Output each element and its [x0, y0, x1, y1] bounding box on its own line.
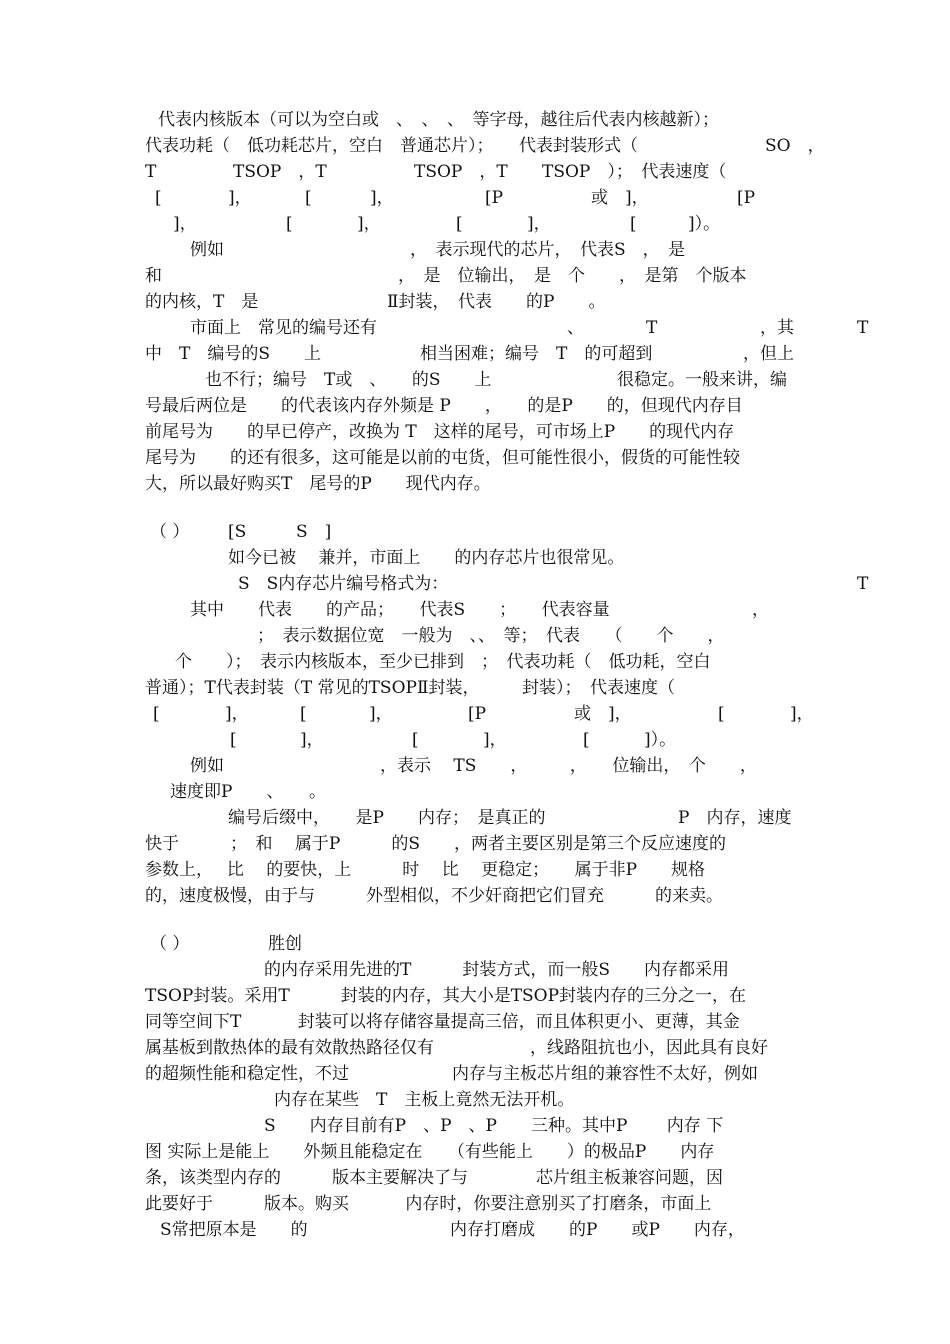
- text-line: [0, 983, 950, 1009]
- text-line: [0, 623, 950, 649]
- text-line: [0, 931, 950, 957]
- text-fragment: ]，: [370, 188, 394, 208]
- text-fragment: T: [857, 318, 869, 338]
- text-fragment: [: [155, 188, 162, 208]
- text-fragment: ]，: [483, 730, 507, 750]
- text-line: [0, 675, 950, 701]
- text-fragment: ]，: [527, 214, 551, 234]
- text-fragment: ，但上: [743, 344, 794, 364]
- text-fragment: P 内存，速度: [678, 808, 792, 828]
- text-fragment: T: [857, 574, 869, 594]
- text-fragment: 内存打磨成 的P 或P 内存，: [450, 1220, 745, 1240]
- text-fragment: 市面上 常见的编号还有: [190, 318, 377, 338]
- text-fragment: 或 ]，: [574, 704, 632, 724]
- text-fragment: [: [153, 704, 160, 724]
- text-fragment: [: [583, 730, 590, 750]
- text-fragment: 或 ]，: [591, 188, 649, 208]
- text-line: [0, 753, 950, 779]
- text-fragment: [: [412, 730, 419, 750]
- text-line: [0, 1009, 950, 1035]
- text-fragment: [S: [228, 522, 247, 542]
- text-fragment: 的，速度极慢，由于与 外型相似，不少奸商把它们冒充 的来卖。: [145, 886, 723, 906]
- text-line: [0, 701, 950, 727]
- text-fragment: T: [646, 318, 658, 338]
- text-fragment: ]，: [173, 214, 197, 234]
- text-line: [0, 211, 950, 237]
- text-fragment: S ]: [296, 522, 332, 542]
- text-fragment: TSOP ）； 代表速度（: [542, 162, 727, 182]
- text-fragment: 前尾号为 的早已停产，改换为 T 这样的尾号，可市场上P 的现代内存: [145, 422, 735, 442]
- text-fragment: ，线路阻抗也小，因此具有良好: [530, 1038, 768, 1058]
- text-line: [0, 957, 950, 983]
- text-line: [0, 571, 950, 597]
- text-line: [0, 1061, 950, 1087]
- text-line: [0, 471, 950, 497]
- text-line: [0, 1113, 950, 1139]
- text-fragment: 编号后缀中， 是P 内存； 是真正的: [228, 808, 546, 828]
- text-fragment: TSOP ，T: [414, 162, 508, 182]
- text-fragment: SO ，: [765, 136, 825, 156]
- text-fragment: [: [286, 214, 293, 234]
- text-fragment: 普通）；T代表封装（T 常见的TSOPⅡ封装， 封装）； 代表速度（: [145, 678, 675, 698]
- text-fragment: ]，: [225, 704, 249, 724]
- text-line: [0, 519, 950, 545]
- text-fragment: ]，: [228, 188, 252, 208]
- text-fragment: 胜创: [268, 934, 302, 954]
- text-fragment: 代表内核版本（可以为空白或 、 、 、 等字母，越往后代表内核越新）；: [158, 110, 719, 130]
- text-fragment: [P: [737, 188, 756, 208]
- text-fragment: 参数上， 比 的要快，上 时 比 更稳定； 属于非P 规格: [145, 860, 706, 880]
- text-line: [0, 237, 950, 263]
- text-fragment: 的内存采用先进的T 封装方式，而一般S 内存都采用: [264, 960, 729, 980]
- text-line: [0, 185, 950, 211]
- text-line: [0, 315, 950, 341]
- text-line: [0, 1035, 950, 1061]
- text-fragment: 速度即P 、 。: [170, 782, 326, 802]
- text-fragment: Ⅱ封装， 代表 的P 。: [387, 292, 606, 312]
- text-fragment: 、: [567, 318, 584, 338]
- text-line: [0, 159, 950, 185]
- text-fragment: 和: [145, 266, 162, 286]
- text-fragment: [: [230, 730, 237, 750]
- text-fragment: 例如: [190, 756, 224, 776]
- text-line: [0, 883, 950, 909]
- text-line: [0, 1191, 950, 1217]
- text-line: [0, 107, 950, 133]
- text-fragment: 例如: [190, 240, 224, 260]
- text-fragment: ，表示 TS ， ， 位输出， 个 ，: [380, 756, 757, 776]
- text-fragment: 图 实际上是能上 外频且能稳定在 （有些能上 ）的极品P 内存: [145, 1142, 715, 1162]
- text-line: [0, 831, 950, 857]
- text-line: [0, 445, 950, 471]
- text-fragment: ]）。: [688, 214, 721, 234]
- text-fragment: TSOP ，T: [233, 162, 327, 182]
- text-line: [0, 419, 950, 445]
- text-fragment: [: [456, 214, 463, 234]
- text-fragment: ]，: [300, 730, 324, 750]
- text-fragment: ，: [752, 600, 769, 620]
- text-fragment: 大，所以最好购买T 尾号的P 现代内存。: [145, 474, 491, 494]
- text-line: [0, 779, 950, 805]
- text-fragment: ]）。: [644, 730, 677, 750]
- text-fragment: ]，: [357, 214, 381, 234]
- text-fragment: 如今已被 兼并，市面上 的内存芯片也很常见。: [228, 548, 625, 568]
- text-fragment: [: [630, 214, 637, 234]
- text-fragment: [P: [485, 188, 504, 208]
- text-fragment: S常把原本是 的: [160, 1220, 308, 1240]
- text-fragment: ， 是 位输出， 是 个 ， 是第 个版本: [398, 266, 747, 286]
- text-line: [0, 1217, 950, 1243]
- text-fragment: [: [305, 188, 312, 208]
- text-fragment: （ ）: [150, 934, 190, 954]
- text-fragment: 属基板到散热体的最有效散热路径仅有: [145, 1038, 434, 1058]
- text-line: [0, 289, 950, 315]
- text-fragment: [: [300, 704, 307, 724]
- text-fragment: 很稳定。一般来讲，编: [617, 370, 787, 390]
- text-fragment: 快于 ； 和 属于P 的S ，两者主要区别是第三个反应速度的: [145, 834, 726, 854]
- text-line: [0, 649, 950, 675]
- text-fragment: 号最后两位是 的代表该内存外频是 P ， 的是P 的，但现代内存目: [145, 396, 743, 416]
- text-line: [0, 341, 950, 367]
- text-fragment: S S内存芯片编号格式为：: [238, 574, 449, 594]
- text-fragment: 内存在某些 T 主板上竟然无法开机。: [274, 1090, 575, 1110]
- text-fragment: 此要好于 版本。购买 内存时，你要注意别买了打磨条，市面上: [145, 1194, 712, 1214]
- text-line: [0, 857, 950, 883]
- text-line: [0, 545, 950, 571]
- text-fragment: 内存与主板芯片组的兼容性不太好，例如: [452, 1064, 758, 1084]
- text-fragment: ]，: [369, 704, 393, 724]
- text-fragment: （ ）: [150, 522, 190, 542]
- text-line: [0, 263, 950, 289]
- text-fragment: 也不行；编号 T或 、 的S 上: [205, 370, 492, 390]
- text-fragment: [P: [468, 704, 487, 724]
- text-line: [0, 727, 950, 753]
- text-fragment: 条，该类型内存的 版本主要解决了与 芯片组主板兼容问题，因: [145, 1168, 723, 1188]
- text-line: [0, 1087, 950, 1113]
- text-fragment: ]，: [790, 704, 814, 724]
- text-fragment: 相当困难；编号 T 的可超到: [420, 344, 653, 364]
- text-fragment: 尾号为 的还有很多，这可能是以前的屯货，但可能性很小，假货的可能性较: [145, 448, 740, 468]
- text-fragment: ， 表示现代的芯片， 代表S ， 是: [410, 240, 686, 260]
- text-fragment: T: [145, 162, 157, 182]
- text-line: [0, 1165, 950, 1191]
- text-line: [0, 1139, 950, 1165]
- text-fragment: 代表功耗（ 低功耗芯片，空白 普通芯片）； 代表封装形式（: [145, 136, 638, 156]
- text-line: [0, 597, 950, 623]
- text-fragment: 的超频性能和稳定性，不过: [145, 1064, 349, 1084]
- text-line: [0, 805, 950, 831]
- text-fragment: S 内存目前有P 、P 、P 三种。其中P 内存 下: [264, 1116, 724, 1136]
- text-fragment: 个 ）； 表示内核版本，至少已排到 ； 代表功耗（ 低功耗，空白: [175, 652, 711, 672]
- text-line: [0, 133, 950, 159]
- text-fragment: ； 表示数据位宽 一般为 、、 等； 代表 （ 个 ，: [257, 626, 725, 646]
- text-fragment: [: [718, 704, 725, 724]
- text-line: [0, 367, 950, 393]
- text-fragment: 其中 代表 的产品； 代表S ； 代表容量: [190, 600, 610, 620]
- text-fragment: ，其: [760, 318, 794, 338]
- text-fragment: 中 T 编号的S 上: [145, 344, 321, 364]
- text-line: [0, 393, 950, 419]
- text-fragment: 同等空间下T 封装可以将存储容量提高三倍，而且体积更小、更薄，其金: [145, 1012, 740, 1032]
- text-fragment: 的内核，T 是: [145, 292, 259, 312]
- text-fragment: TSOP封装。采用T 封装的内存，其大小是TSOP封装内存的三分之一，在: [145, 986, 747, 1006]
